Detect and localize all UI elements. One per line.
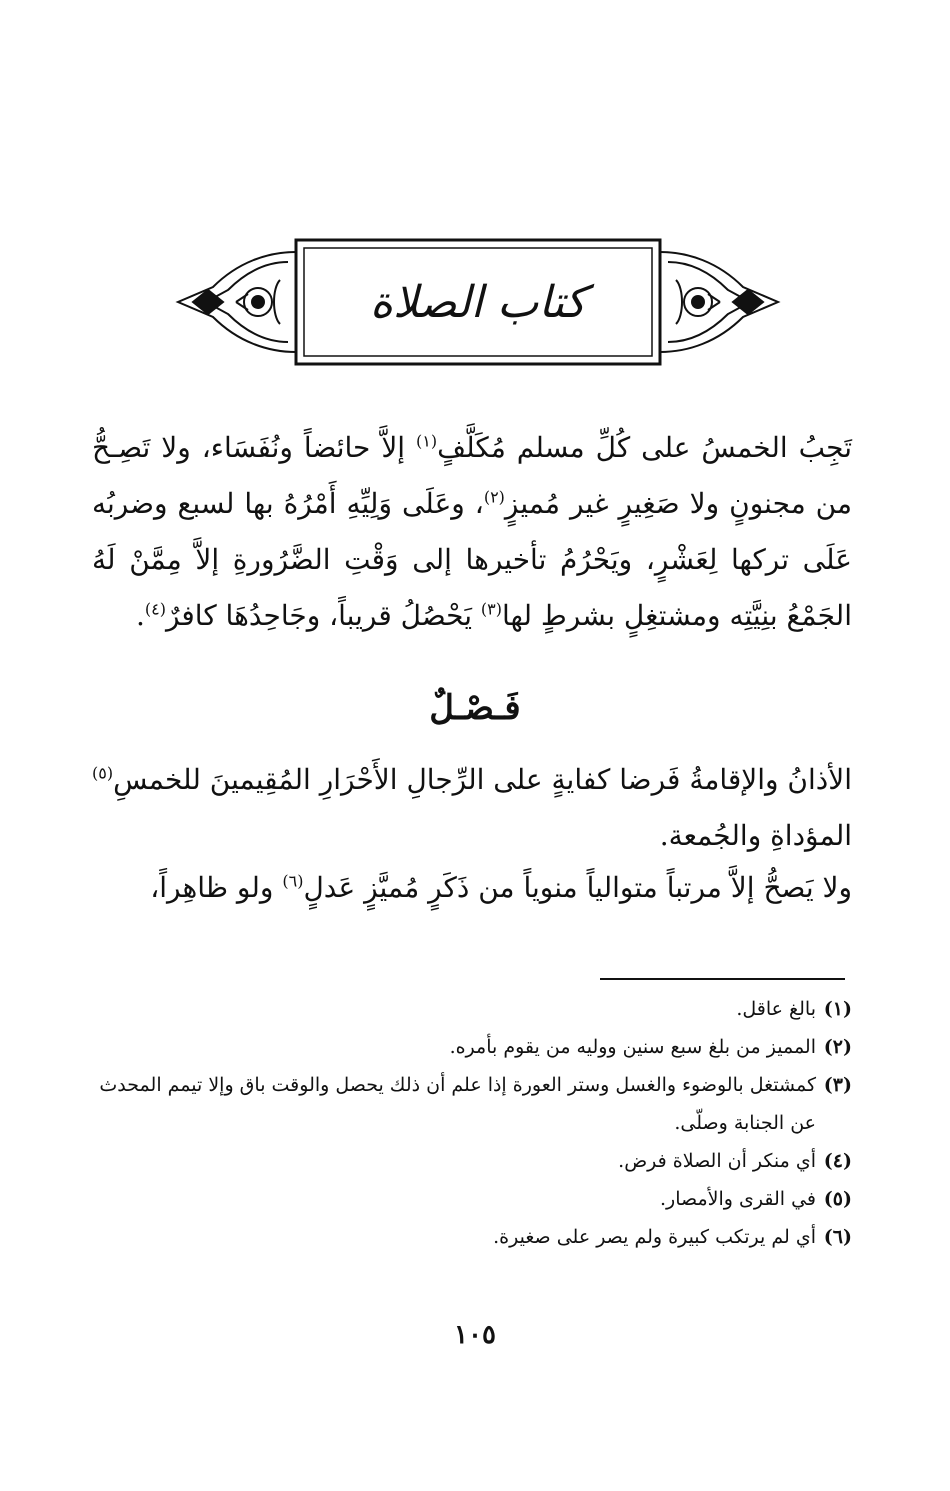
intro-text-4: يَحْصُلُ قريباً، وجَاحِدُهَا كافرٌ (165, 599, 481, 632)
footnote-ref-3[interactable]: (٣) (480, 599, 503, 619)
footnote-number: (٢) (823, 1036, 852, 1058)
footnote-number: (١) (823, 998, 852, 1020)
footnote-item (92, 1180, 852, 1218)
footnote-ref-4[interactable]: (٤) (144, 599, 166, 619)
intro-paragraph (92, 420, 852, 644)
footnote-item (92, 1066, 852, 1142)
footnote-text: في القرى والأمصار. (660, 1188, 816, 1210)
footnote-number: (٤) (823, 1150, 852, 1172)
footnote-item (92, 1142, 852, 1180)
intro-text-1: تَجِبُ الخمسُ على كُلِّ مسلم مُكَلَّفٍ (437, 431, 852, 464)
section-p1-text-a: الأذانُ والإقامةُ فَرضا كفايةٍ على الرِّجالِ الأَحْرَارِ المُقِيمينَ للخمسِ (113, 763, 852, 796)
footnote-text: أي منكر أن الصلاة فرض. (618, 1150, 816, 1172)
footnotes-list (92, 990, 852, 1256)
footnote-item (92, 990, 852, 1028)
section-heading: فَـصْـلٌ (429, 688, 521, 728)
title-cartouche (168, 232, 788, 372)
footnote-text: أي لم يرتكب كبيرة ولم يصر على صغيرة. (493, 1226, 816, 1248)
intro-text-3: ، وعَلَى وَلِيِّهِ أَمْرُهُ بها لسبع وضربُه عَلَى تركها لِعَشْرٍ، ويَحْرُمُ تأخيرها إلى وَقْتِ الضَّرُورةِ إلاَّ مِمَّنْ لَهُ الجَمْعُ بنِيَّتِه ومشتغِلٍ بشرطٍ لها (92, 487, 852, 632)
footnote-number: (٦) (823, 1226, 852, 1248)
footnote-ref-5[interactable]: (٥) (92, 763, 114, 783)
footnote-number: (٥) (823, 1188, 852, 1210)
page-number: ١٠٥ (454, 1320, 496, 1350)
footnote-ref-2[interactable]: (٢) (483, 487, 505, 507)
footnote-item (92, 1028, 852, 1066)
footnote-number: (٣) (823, 1074, 852, 1096)
section-p2-text-a: ولا يَصحُّ إلاَّ مرتباً متوالياً منوياً من ذَكَرٍ مُميَّزٍ عَدلٍ (303, 871, 852, 904)
footnote-divider (600, 978, 845, 980)
intro-text-2: إلاَّ حائضاً ونُفَسَاء، ولا تَصِـحُّ من مجنونٍ ولا صَغِيرٍ غير مُميزٍ (92, 431, 852, 520)
footnote-text: كمشتغل بالوضوء والغسل وستر العورة إذا علم أن ذلك يحصل والوقت باق وإلا تيمم المحدث عن الجنابة وصلّى. (99, 1074, 816, 1134)
section-paragraph-2 (92, 860, 852, 916)
footnote-item (92, 1218, 852, 1256)
section-paragraph-1 (92, 752, 852, 864)
footnote-text: بالغ عاقل. (736, 998, 816, 1020)
footnote-text: المميز من بلغ سبع سنين ووليه من يقوم بأمره. (449, 1036, 816, 1058)
intro-text-5: . (135, 599, 145, 632)
footnote-ref-6[interactable]: (٦) (282, 871, 304, 891)
section-p1-text-b: المؤداةِ والجُمعة. (659, 819, 852, 852)
section-p2-text-b: ولو ظاهِراً، (150, 871, 283, 904)
chapter-title: كتاب الصلاة (369, 276, 587, 328)
footnote-ref-1[interactable]: (١) (416, 431, 438, 451)
